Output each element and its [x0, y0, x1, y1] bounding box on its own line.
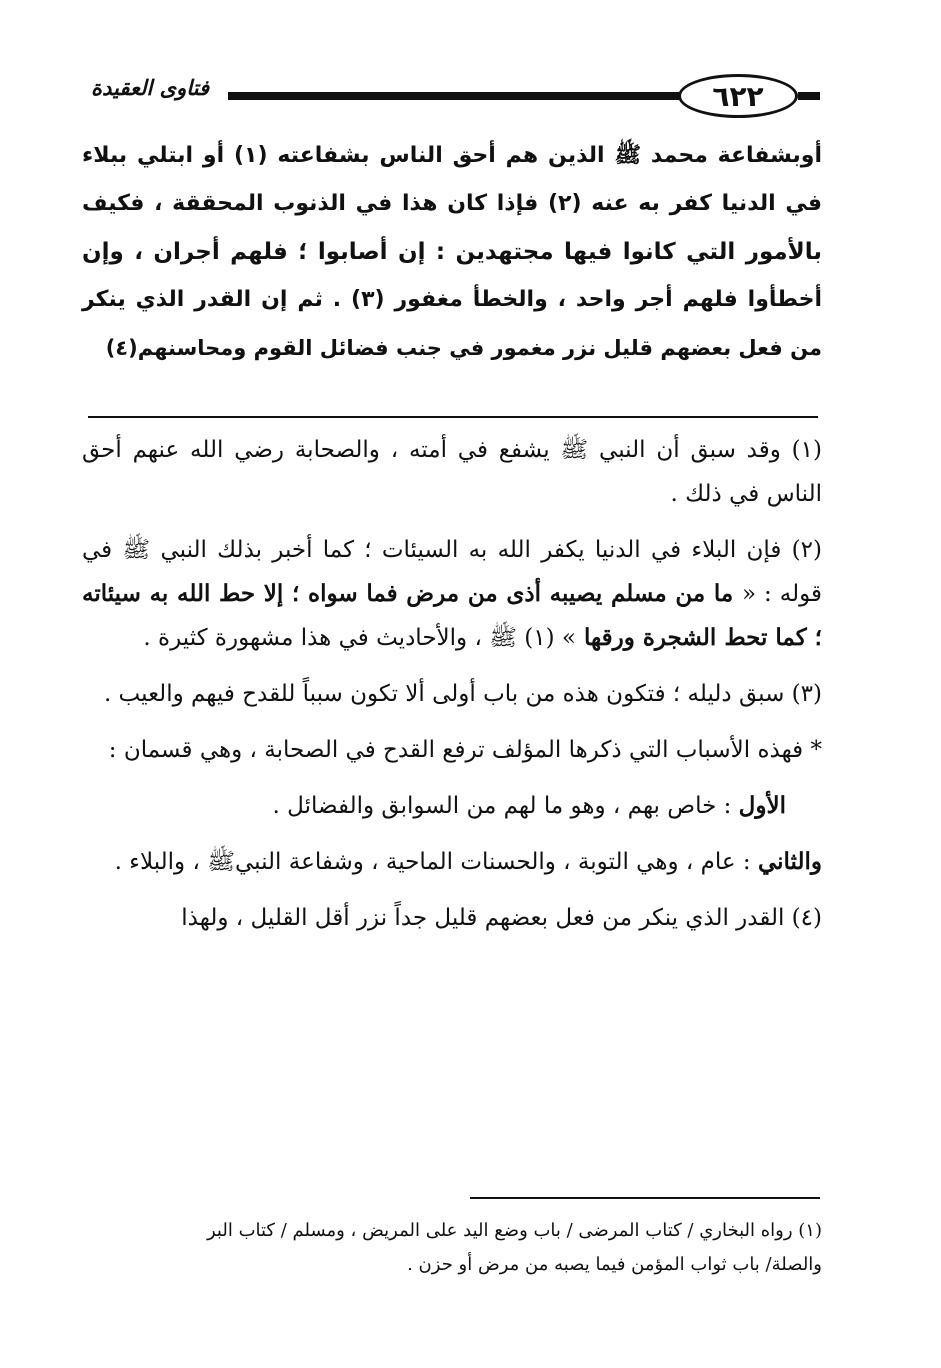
first-text: : خاص بهم ، وهو ما لهم من السوابق والفضائل . — [272, 793, 739, 819]
footnote-separator — [470, 1197, 820, 1199]
note-3: (٣) سبق دليله ؛ فتكون هذه من باب أولى ألا تكون سبباً للقدح فيهم والعيب . — [103, 681, 822, 707]
page-number: ٦٢٢ — [678, 74, 798, 118]
first-label: الأول — [738, 792, 786, 819]
main-text-line: من فعل بعضهم قليل نزر مغمور في جنب فضائل القوم ومحاسنهم(٤) — [105, 336, 822, 360]
note-2-end: » (١) ﷺ ، والأحاديث في هذا مشهورة كثيرة . — [143, 625, 576, 651]
note-star: * فهذه الأسباب التي ذكرها المؤلف ترفع القدح في الصحابة ، وهي قسمان : — [108, 737, 822, 763]
commentary-notes — [82, 428, 822, 952]
note-4: (٤) القدر الذي ينكر من فعل بعضهم قليل جداً نزر أقل القليل ، ولهذا — [181, 905, 822, 931]
note-2-intro: (٢) فإن البلاء في الدنيا يكفر الله به السيئات ؛ كما أخبر بذلك النبي ﷺ في قوله : « — [82, 537, 822, 607]
main-text-line: بالأمور التي كانوا فيها مجتهدين : إن أصابوا ؛ فلهم أجران ، وإن — [82, 239, 822, 265]
main-text-line: أوبشفاعة محمد ﷺ الذين هم أحق الناس بشفاعته (١) أو ابتلي ببلاء — [82, 143, 822, 168]
main-text-line: في الدنيا كفر به عنه (٢) فإذا كان هذا في الذنوب المحققة ، فكيف — [82, 191, 822, 216]
note-2-hadith: ما من مسلم يصيبه أذى من مرض فما سواه ؛ إلا حط الله به سيئاته ؛ كما تحط الشجرة ورقها — [82, 580, 822, 651]
second-text: : عام ، وهي التوبة ، والحسنات الماحية ، وشفاعة النبيﷺ ، والبلاء . — [114, 849, 758, 875]
second-label: والثاني — [757, 848, 822, 875]
main-text-line: أخطأوا فلهم أجر واحد ، والخطأ مغفور (٣) . ثم إن القدر الذي ينكر — [82, 287, 822, 312]
header-rule-right — [798, 92, 820, 100]
footnote-line: (١) رواه البخاري / كتاب المرضى / باب وضع اليد على المريض ، ومسلم / كتاب البر — [207, 1220, 822, 1241]
main-text — [82, 132, 822, 372]
page-header — [80, 72, 820, 122]
note-second-category — [82, 840, 822, 884]
notes-separator — [88, 416, 818, 418]
note-2 — [82, 528, 822, 660]
running-title: فتاوى العقيدة — [90, 76, 209, 100]
footnotes — [82, 1214, 822, 1282]
note-1: (١) وقد سبق أن النبي ﷺ يشفع في أمته ، والصحابة رضي الله عنهم أحق الناس في ذلك . — [82, 437, 822, 507]
header-rule-left — [228, 92, 748, 100]
footnote-line: والصلة/ باب ثواب المؤمن فيما يصبه من مرض أو حزن . — [407, 1254, 822, 1275]
note-first-category — [82, 784, 822, 828]
